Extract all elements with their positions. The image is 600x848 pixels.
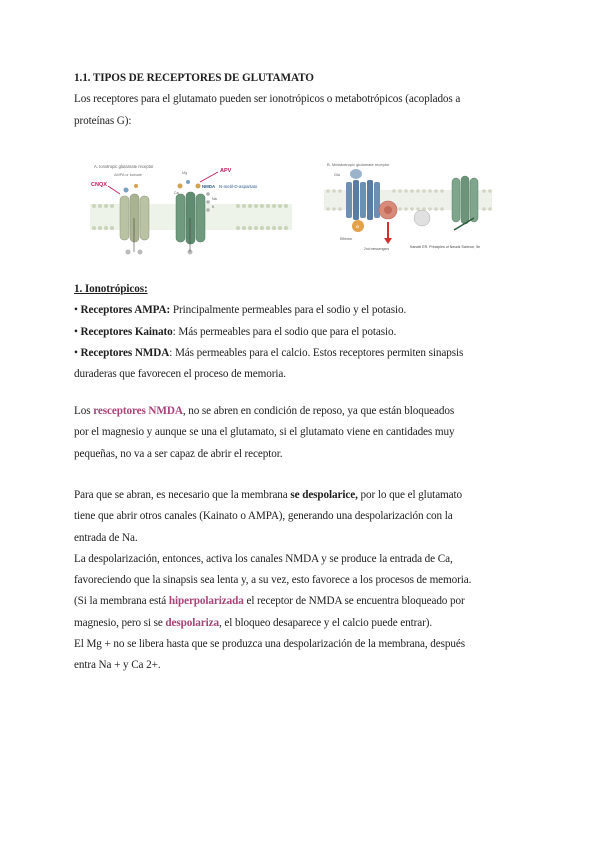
intro-block (74, 68, 534, 132)
intro-line-2: proteínas G): (74, 114, 132, 127)
fig-right-title: B. Metabotropic glutamate receptor (327, 162, 390, 167)
metabotropic-receptor-figure (324, 160, 492, 252)
fig-left-na: Na (212, 197, 217, 201)
nmda-paragraph (74, 401, 534, 465)
fig-right-caption: Kandel ER. Principles of Neural Science, 5e (410, 245, 481, 249)
open-line-4: La despolarización, entonces, activa los canales NMDA y se produce la entrada de Ca, (74, 552, 453, 565)
fig-left-nmda-desc: N-metil-D-aspartato (219, 184, 258, 189)
fig-left-nmda: NMDA (202, 184, 216, 189)
open-line-6: (Si la membrana está hiperpolarizada el receptor de NMDA se encuentra bloqueado por (74, 595, 465, 608)
open-line-9: entra Na + y Ca 2+. (74, 659, 161, 672)
open-line-7: magnesio, pero si se despolariza, el bloqueo desaparece y el calcio puede entrar). (74, 616, 433, 629)
section-heading: 1.1. TIPOS DE RECEPTORES DE GLUTAMATO (74, 72, 314, 84)
ionotropic-section (74, 279, 534, 385)
green-channel-shape (452, 176, 478, 230)
section-1-title: 1. Ionotrópicos: (74, 283, 148, 295)
fig-right-2nd: 2nd messengers (364, 247, 390, 251)
fig-left-cnqx: CNQX (91, 182, 107, 188)
open-line-8: El Mg + no se libera hasta que se produzca una despolarización de la membrana, después (74, 638, 465, 651)
list-item-continuation: duraderas que favorecen el proceso de memoria. (74, 368, 286, 381)
fig-left-mg: Mg (182, 171, 188, 175)
list-item: • Receptores AMPA: Principalmente permeables para el sodio y el potasio. (74, 304, 407, 317)
fig-right-effector: Effector (340, 237, 353, 241)
open-line-1: Para que se abran, es necesario que la membrana se despolarice, por lo que el glutamato (74, 489, 463, 501)
open-line-2: tiene que abrir otros canales (Kainato o AMPA), generando una despolarización con la (74, 510, 453, 523)
nmda-line-2: por el magnesio y aunque se una el glutamato, si el glutamato viene en cantidades muy (74, 426, 455, 439)
fig-left-title: A. Ionotropic glutamate receptor (94, 164, 154, 169)
open-line-5: favoreciendo que la sinapsis sea lenta y, a su vez, esto favorece a los procesos de memoria. (74, 574, 472, 587)
fig-left-ampa: AMPA or kainate (114, 173, 142, 177)
nmda-line-1: Los resceptores NMDA, no se abren en condición de reposo, ya que están bloqueados (74, 405, 455, 417)
open-line-3: entrada de Na. (74, 531, 138, 544)
fig-right-glu: Glu (334, 173, 340, 177)
list-item: • Receptores Kainato: Más permeables para el sodio que para el potasio. (74, 325, 397, 338)
intro-line-1: Los receptores para el glutamato pueden ser ionotrópicos o metabotrópicos (acoplados a (74, 93, 461, 106)
fig-left-k: K (212, 205, 215, 209)
fig-left-apv: APV (220, 168, 232, 174)
list-item: • Receptores NMDA: Más permeables para el calcio. Estos receptores permiten sinapsis (74, 346, 464, 359)
fig-right-g: G (356, 224, 360, 229)
ionotropic-receptor-figure (88, 160, 294, 260)
fig-left-ca: Ca (174, 191, 179, 195)
opening-paragraph (74, 485, 534, 677)
nmda-line-3: pequeñas, no va a ser capaz de abrir el receptor. (74, 447, 283, 460)
